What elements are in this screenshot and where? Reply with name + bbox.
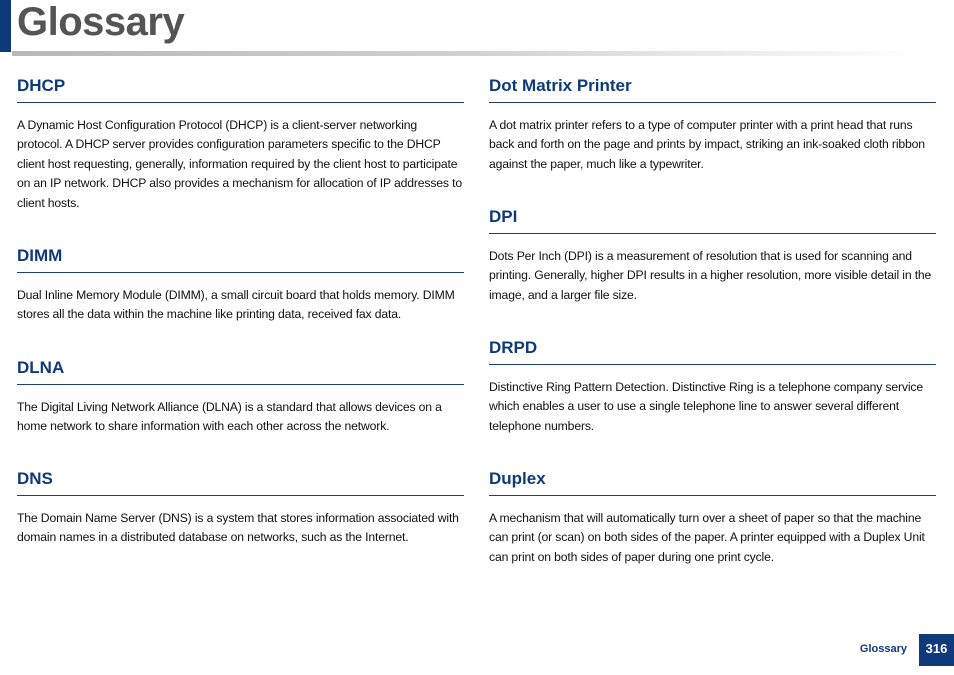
entry-heading: DIMM: [17, 242, 464, 273]
glossary-entry-drpd: [489, 334, 936, 436]
glossary-entry-dhcp: [17, 72, 464, 213]
page-title: Glossary: [17, 0, 185, 44]
entry-definition: The Domain Name Server (DNS) is a system that stores information associated with domain names in a distributed database on networks, such as the Internet.: [17, 511, 459, 545]
glossary-entry-dimm: [17, 242, 464, 325]
entry-definition: Dots Per Inch (DPI) is a measurement of resolution that is used for scanning and printing. Generally, higher DPI results in a higher resolution, more visible detail in the image, and a larger file size.: [489, 249, 932, 302]
entry-definition: Distinctive Ring Pattern Detection. Distinctive Ring is a telephone company service which enables a user to use a single telephone line to answer several different telephone numbers.: [489, 380, 923, 433]
entry-heading: DNS: [17, 465, 464, 496]
entry-heading: Dot Matrix Printer: [489, 72, 936, 103]
entry-heading: DRPD: [489, 334, 936, 365]
title-divider: [12, 51, 917, 56]
header-accent-bar: [0, 0, 11, 52]
entry-definition: A mechanism that will automatically turn over a sheet of paper so that the machine can print (or scan) on both sides of the paper. A printer equipped with a Duplex Unit can print on both sides of paper during one print cycle.: [489, 511, 925, 564]
glossary-entry-dlna: [17, 354, 464, 437]
entry-heading: DHCP: [17, 72, 464, 103]
entry-heading: Duplex: [489, 465, 936, 496]
glossary-entry-dpi: [489, 203, 936, 305]
entry-heading: DPI: [489, 203, 936, 234]
entry-definition: A Dynamic Host Configuration Protocol (DHCP) is a client-server networking protocol. A DHCP server provides configuration parameters specific to the DHCP client host requesting, generally, information required by the client host to participate on an IP network. DHCP also provides a mechanism for allocation of IP addresses to client hosts.: [17, 118, 462, 210]
glossary-entry-duplex: [489, 465, 936, 567]
entry-definition: A dot matrix printer refers to a type of computer printer with a print head that runs back and forth on the page and prints by impact, striking an ink-soaked cloth ribbon against the paper, much like a typewriter.: [489, 118, 925, 171]
entry-definition: The Digital Living Network Alliance (DLNA) is a standard that allows devices on a home network to share information with each other across the network.: [17, 400, 442, 434]
entry-heading: DLNA: [17, 354, 464, 385]
page-number-badge: 316: [919, 634, 954, 666]
footer-section-label: Glossary: [859, 643, 907, 655]
entry-definition: Dual Inline Memory Module (DIMM), a small circuit board that holds memory. DIMM stores all the data within the machine like printing data, received fax data.: [17, 288, 455, 322]
glossary-entry-dot-matrix-printer: [489, 72, 936, 174]
glossary-entry-dns: [17, 465, 464, 548]
